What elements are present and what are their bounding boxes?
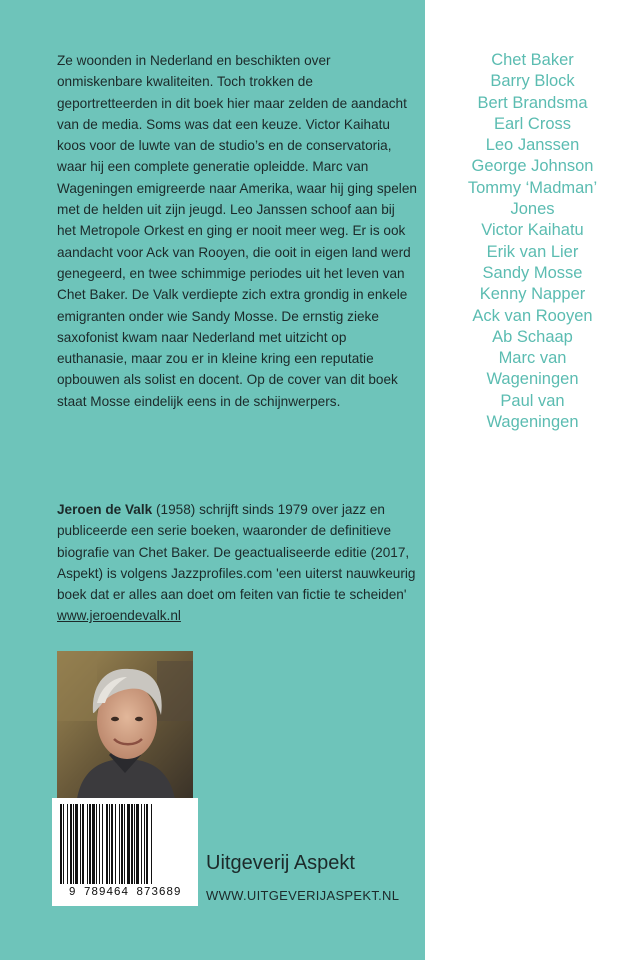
author-photo xyxy=(57,651,193,799)
author-bio-text: (1958) schrijft sinds 1979 over jazz en publiceerde een serie boeken, waaronder de definitieve biografie van Chet Baker. De geactualiseerde editie (2017, Aspekt) is volgens Jazzprofiles.com 'een uiterst nauwkeurig boek dat er alles aan doet om feiten van fictie te scheiden' xyxy=(57,502,416,603)
musician-list xyxy=(425,50,640,433)
musician-name: Kenny Napper xyxy=(479,285,586,304)
musician-name: Victor Kaihatu xyxy=(481,221,584,240)
isbn-barcode xyxy=(52,798,198,906)
publisher-name: Uitgeverij Aspekt xyxy=(206,852,355,874)
musician-name: Bert Brandsma xyxy=(477,93,588,112)
musician-name: Chet Baker xyxy=(491,51,574,69)
musician-name: Tommy ‘Madman’ xyxy=(467,178,598,197)
musician-name: Ack van Rooyen xyxy=(472,306,593,325)
musician-list-panel xyxy=(425,0,640,960)
author-website-link[interactable]: www.jeroendevalk.nl xyxy=(57,608,181,624)
barcode-bars xyxy=(58,804,192,886)
author-name: Jeroen de Valk xyxy=(57,502,153,517)
book-description: Ze woonden in Nederland en beschikten over onmiskenbare kwaliteiten. Toch trokken de geportretteerden in dit boek hier maar zelden de aandacht van de media. Soms was dat een keuze. Victor Kaihatu koos voor de luwte van de studio’s en de conservatoria, waar hij een complete generatie opleidde. Marc van Wageningen emigreerde naar Amerika, waar hij ging spelen met de helden uit zijn jeugd. Leo Janssen schoof aan bij het Metropole Orkest en ging er nooit meer weg. Er is ook aandacht voor Ack van Rooyen, die ooit in eigen land werd genegeerd, en twee schimmige periodes uit het leven van Chet Baker. De Valk verdiepte zich extra grondig in enkele emigranten onder wie Sandy Mosse. De ernstig zieke saxofonist kwam naar Nederland met uitzicht op euthanasie, maar zou er in kleine kring een reputatie opbouwen als solist en docent. Op de cover van dit boek staat Mosse eindelijk eens in de schijnwerpers. xyxy=(57,53,417,409)
musician-name: Marc van xyxy=(498,349,567,368)
isbn-digits: 9 789464 873689 xyxy=(68,886,182,899)
musician-name: Wageningen xyxy=(486,370,579,389)
musician-name: Sandy Mosse xyxy=(482,263,583,282)
musician-name: Jones xyxy=(510,200,555,219)
publisher-url[interactable]: WWW.UITGEVERIJASPEKT.NL xyxy=(206,888,400,903)
musician-name: Leo Janssen xyxy=(485,136,580,155)
musician-name: Paul van xyxy=(500,391,565,410)
musician-name: Barry Block xyxy=(490,72,575,91)
musician-name: Ab Schaap xyxy=(492,327,573,346)
musician-name: Wageningen xyxy=(486,413,579,432)
musician-name: Erik van Lier xyxy=(486,242,579,261)
musician-name: Earl Cross xyxy=(493,114,571,133)
musician-name: George Johnson xyxy=(471,157,594,176)
author-bio xyxy=(57,499,417,627)
